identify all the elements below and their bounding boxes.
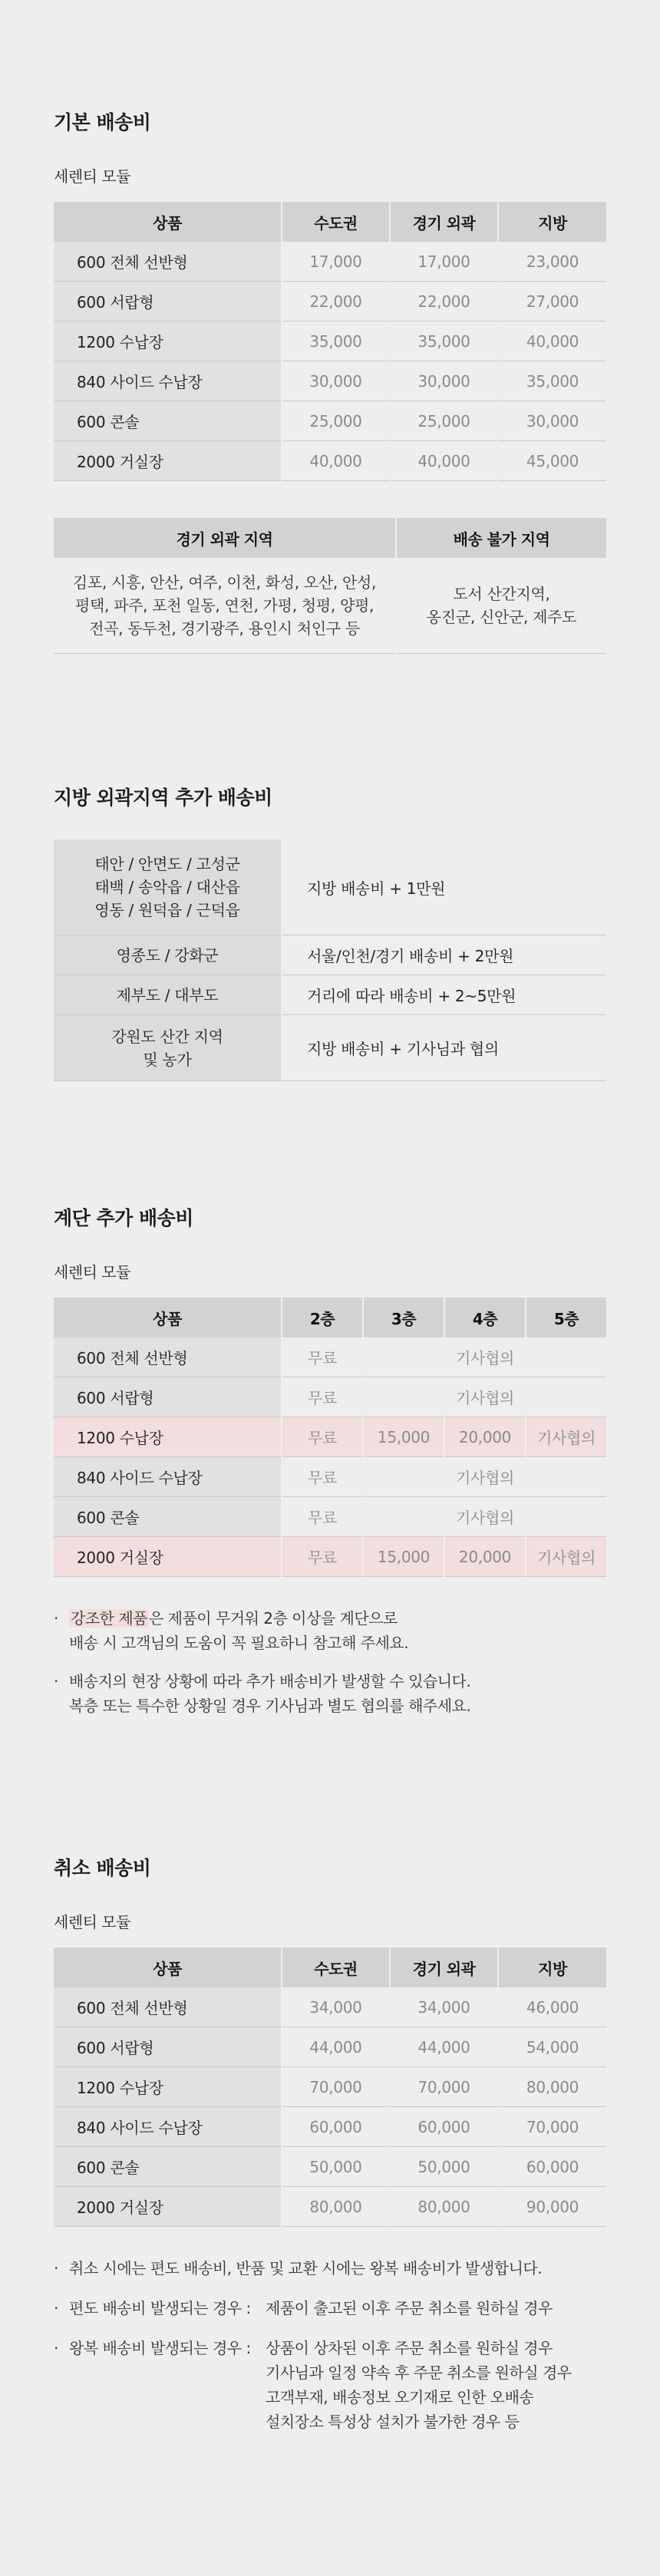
table-row	[54, 2067, 606, 2107]
table-row	[54, 1987, 606, 2027]
stairs-subtitle: 세렌티 모듈	[54, 1263, 130, 1281]
product-name: 840 사이드 수납장	[54, 2107, 282, 2147]
price-cell: 34,000	[390, 1987, 498, 2027]
note-text: 배송 시 고객님의 도움이 꼭 필요하니 참고해 주세요.	[69, 1634, 409, 1652]
product-name: 600 전체 선반형	[54, 1337, 282, 1377]
price-cell: 22,000	[282, 282, 390, 322]
note-line: 제품이 출고된 이후 주문 취소를 원하실 경우	[266, 2299, 553, 2317]
header-floor-4: 4층	[444, 1298, 526, 1337]
note-text: 취소 시에는 편도 배송비, 반품 및 교환 시에는 왕복 배송비가 발생합니다.	[69, 2259, 543, 2278]
price-cell: 17,000	[390, 242, 498, 282]
price-cell: 50,000	[282, 2147, 390, 2187]
product-name: 600 콘솔	[54, 2147, 282, 2187]
price-cell: 60,000	[282, 2107, 390, 2147]
note-line: 고객부재, 배송정보 오기재로 인한 오배송	[266, 2388, 534, 2406]
stairs-section	[54, 1203, 606, 1732]
region-line: 도서 산간지역,	[453, 585, 550, 603]
header-gyeonggi: 경기 외곽	[390, 202, 498, 242]
table-header-row	[54, 1298, 606, 1337]
price-cell: 60,000	[390, 2107, 498, 2147]
price-cell: 25,000	[282, 401, 390, 441]
area-line: 태백 / 송악읍 / 대산읍	[94, 878, 240, 896]
cancel-notes	[54, 2256, 606, 2434]
table-row	[54, 242, 606, 282]
product-name: 2000 거실장	[54, 1537, 282, 1577]
price-cell: 23,000	[498, 242, 606, 282]
header-product: 상품	[54, 202, 282, 242]
header-capital: 수도권	[282, 1948, 390, 1987]
area-label	[54, 839, 282, 935]
undeliverable-region-list	[396, 558, 606, 654]
header-local: 지방	[498, 202, 606, 242]
product-name: 1200 수납장	[54, 322, 282, 361]
price-cell: 25,000	[390, 401, 498, 441]
price-cell: 35,000	[390, 322, 498, 361]
floor-2-cell: 무료	[282, 1377, 363, 1417]
extra-fee-table	[54, 839, 606, 1081]
region-line: 전곡, 동두천, 경기광주, 용인시 처인구 등	[89, 619, 360, 638]
note-line: 상품이 상차된 이후 주문 취소를 원하실 경우	[266, 2339, 553, 2357]
header-floor-5: 5층	[526, 1298, 606, 1337]
table-header-row	[54, 202, 606, 242]
floor-2-cell: 무료	[282, 1457, 363, 1497]
price-cell: 22,000	[390, 282, 498, 322]
price-cell: 30,000	[282, 361, 390, 401]
price-cell: 40,000	[282, 441, 390, 481]
extra-title: 지방 외곽지역 추가 배송비	[54, 787, 272, 809]
product-name: 600 콘솔	[54, 1497, 282, 1537]
basic-fee-table	[54, 202, 606, 481]
area-fee: 서울/인천/경기 배송비 + 2만원	[282, 935, 606, 975]
area-label	[54, 935, 282, 975]
product-name: 1200 수납장	[54, 1417, 282, 1457]
gyeonggi-region-list	[54, 558, 396, 654]
table-row	[54, 361, 606, 401]
price-cell: 40,000	[498, 322, 606, 361]
table-row	[54, 935, 606, 975]
cancel-subtitle: 세렌티 모듈	[54, 1913, 130, 1931]
region-line: 김포, 시흥, 안산, 여주, 이천, 화성, 오산, 안성,	[72, 573, 377, 592]
note-item	[54, 2256, 606, 2281]
area-fee: 지방 배송비 + 기사님과 협의	[282, 1015, 606, 1081]
table-row	[54, 441, 606, 481]
floor-2-cell: 무료	[282, 1337, 363, 1377]
bullet: ·	[54, 2339, 58, 2357]
header-undeliverable-region: 배송 불가 지역	[396, 518, 606, 558]
price-cell: 46,000	[498, 1987, 606, 2027]
cancel-fee-table	[54, 1948, 606, 2227]
floor-3-cell: 15,000	[363, 1537, 444, 1577]
product-name: 2000 거실장	[54, 441, 282, 481]
area-line: 제부도 / 대부도	[116, 985, 219, 1004]
note-item	[54, 1606, 606, 1655]
note-value	[266, 2296, 606, 2320]
extra-section	[54, 783, 606, 1081]
floor-2-cell: 무료	[282, 1497, 363, 1537]
cancel-section	[54, 1853, 606, 2449]
price-cell: 90,000	[498, 2187, 606, 2227]
note-key: 왕복 배송비 발생되는 경우 :	[69, 2339, 251, 2357]
bullet: ·	[54, 1609, 58, 1628]
floor-5-cell: 기사협의	[526, 1417, 606, 1457]
header-local: 지방	[498, 1948, 606, 1987]
table-row	[54, 1377, 606, 1417]
product-name: 2000 거실장	[54, 2187, 282, 2227]
negotiation-cell: 기사협의	[363, 1497, 606, 1537]
area-label	[54, 975, 282, 1015]
negotiation-cell: 기사협의	[363, 1457, 606, 1497]
note-text: 배송지의 현장 상황에 따라 추가 배송비가 발생할 수 있습니다.	[69, 1672, 471, 1690]
basic-section	[54, 107, 606, 654]
table-header-row	[54, 1948, 606, 1987]
table-row	[54, 401, 606, 441]
product-name: 600 전체 선반형	[54, 242, 282, 282]
floor-2-cell: 무료	[282, 1417, 363, 1457]
product-name: 840 사이드 수납장	[54, 1457, 282, 1497]
note-item	[54, 2296, 606, 2320]
price-cell: 44,000	[390, 2027, 498, 2067]
price-cell: 35,000	[282, 322, 390, 361]
price-cell: 17,000	[282, 242, 390, 282]
negotiation-cell: 기사협의	[363, 1377, 606, 1417]
table-row-highlighted	[54, 1417, 606, 1457]
table-row	[54, 839, 606, 935]
price-cell: 54,000	[498, 2027, 606, 2067]
note-line: 설치장소 특성상 설치가 불가한 경우 등	[266, 2413, 520, 2431]
note-value	[266, 2336, 606, 2434]
price-cell: 35,000	[498, 361, 606, 401]
stairs-title: 계단 추가 배송비	[54, 1207, 193, 1229]
bullet: ·	[54, 1672, 58, 1690]
price-cell: 50,000	[390, 2147, 498, 2187]
price-cell: 70,000	[282, 2067, 390, 2107]
note-item	[54, 2336, 606, 2434]
table-row	[54, 322, 606, 361]
price-cell: 80,000	[282, 2187, 390, 2227]
table-row	[54, 975, 606, 1015]
price-cell: 27,000	[498, 282, 606, 322]
area-line: 강원도 산간 지역	[111, 1027, 223, 1046]
highlight-legend: 강조한 제품	[71, 1609, 147, 1628]
bullet: ·	[54, 2259, 58, 2278]
basic-subtitle: 세렌티 모듈	[54, 167, 130, 186]
table-row	[54, 558, 606, 654]
price-cell: 30,000	[390, 361, 498, 401]
floor-5-cell: 기사협의	[526, 1537, 606, 1577]
table-row	[54, 2107, 606, 2147]
area-line: 영종도 / 강화군	[116, 945, 219, 965]
area-fee: 지방 배송비 + 1만원	[282, 839, 606, 935]
product-name: 600 서랍형	[54, 1377, 282, 1417]
area-line: 영동 / 원덕읍 / 근덕읍	[94, 901, 240, 919]
price-cell: 80,000	[390, 2187, 498, 2227]
cancel-title: 취소 배송비	[54, 1857, 151, 1879]
table-row	[54, 2187, 606, 2227]
product-name: 600 서랍형	[54, 2027, 282, 2067]
table-row	[54, 1457, 606, 1497]
product-name: 600 서랍형	[54, 282, 282, 322]
floor-4-cell: 20,000	[444, 1537, 526, 1577]
stairs-fee-table	[54, 1298, 606, 1577]
table-row	[54, 282, 606, 322]
price-cell: 34,000	[282, 1987, 390, 2027]
note-text: 은 제품이 무거워 2층 이상을 계단으로	[148, 1609, 398, 1628]
price-cell: 80,000	[498, 2067, 606, 2107]
price-cell: 40,000	[390, 441, 498, 481]
area-line: 및 농가	[143, 1050, 192, 1069]
price-cell: 70,000	[498, 2107, 606, 2147]
area-fee: 거리에 따라 배송비 + 2~5만원	[282, 975, 606, 1015]
product-name: 1200 수납장	[54, 2067, 282, 2107]
product-name: 600 콘솔	[54, 401, 282, 441]
price-cell: 45,000	[498, 441, 606, 481]
header-gyeonggi: 경기 외곽	[390, 1948, 498, 1987]
region-table	[54, 518, 606, 654]
area-line: 태안 / 안면도 / 고성군	[94, 855, 240, 873]
table-row	[54, 2027, 606, 2067]
table-row	[54, 1497, 606, 1537]
product-name: 840 사이드 수납장	[54, 361, 282, 401]
table-row-highlighted	[54, 1537, 606, 1577]
price-cell: 44,000	[282, 2027, 390, 2067]
stairs-notes	[54, 1606, 606, 1718]
floor-2-cell: 무료	[282, 1537, 363, 1577]
region-line: 평택, 파주, 포천 일동, 연천, 가평, 청평, 양평,	[74, 596, 375, 615]
header-product: 상품	[54, 1298, 282, 1337]
table-row	[54, 1015, 606, 1081]
note-item	[54, 1669, 606, 1718]
header-floor-2: 2층	[282, 1298, 363, 1337]
table-header-row	[54, 518, 606, 558]
header-gyeonggi-region: 경기 외곽 지역	[54, 518, 396, 558]
note-text: 복층 또는 특수한 상황일 경우 기사님과 별도 협의를 해주세요.	[69, 1697, 471, 1715]
floor-4-cell: 20,000	[444, 1417, 526, 1457]
note-line: 기사님과 일정 약속 후 주문 취소를 원하실 경우	[266, 2363, 572, 2382]
floor-3-cell: 15,000	[363, 1417, 444, 1457]
region-line: 옹진군, 신안군, 제주도	[426, 608, 577, 626]
price-cell: 70,000	[390, 2067, 498, 2107]
negotiation-cell: 기사협의	[363, 1337, 606, 1377]
price-cell: 60,000	[498, 2147, 606, 2187]
table-row	[54, 2147, 606, 2187]
header-capital: 수도권	[282, 202, 390, 242]
table-row	[54, 1337, 606, 1377]
note-key: 편도 배송비 발생되는 경우 :	[69, 2299, 251, 2317]
product-name: 600 전체 선반형	[54, 1987, 282, 2027]
basic-title: 기본 배송비	[54, 111, 151, 134]
header-floor-3: 3층	[363, 1298, 444, 1337]
area-label	[54, 1015, 282, 1081]
header-product: 상품	[54, 1948, 282, 1987]
price-cell: 30,000	[498, 401, 606, 441]
bullet: ·	[54, 2299, 58, 2317]
